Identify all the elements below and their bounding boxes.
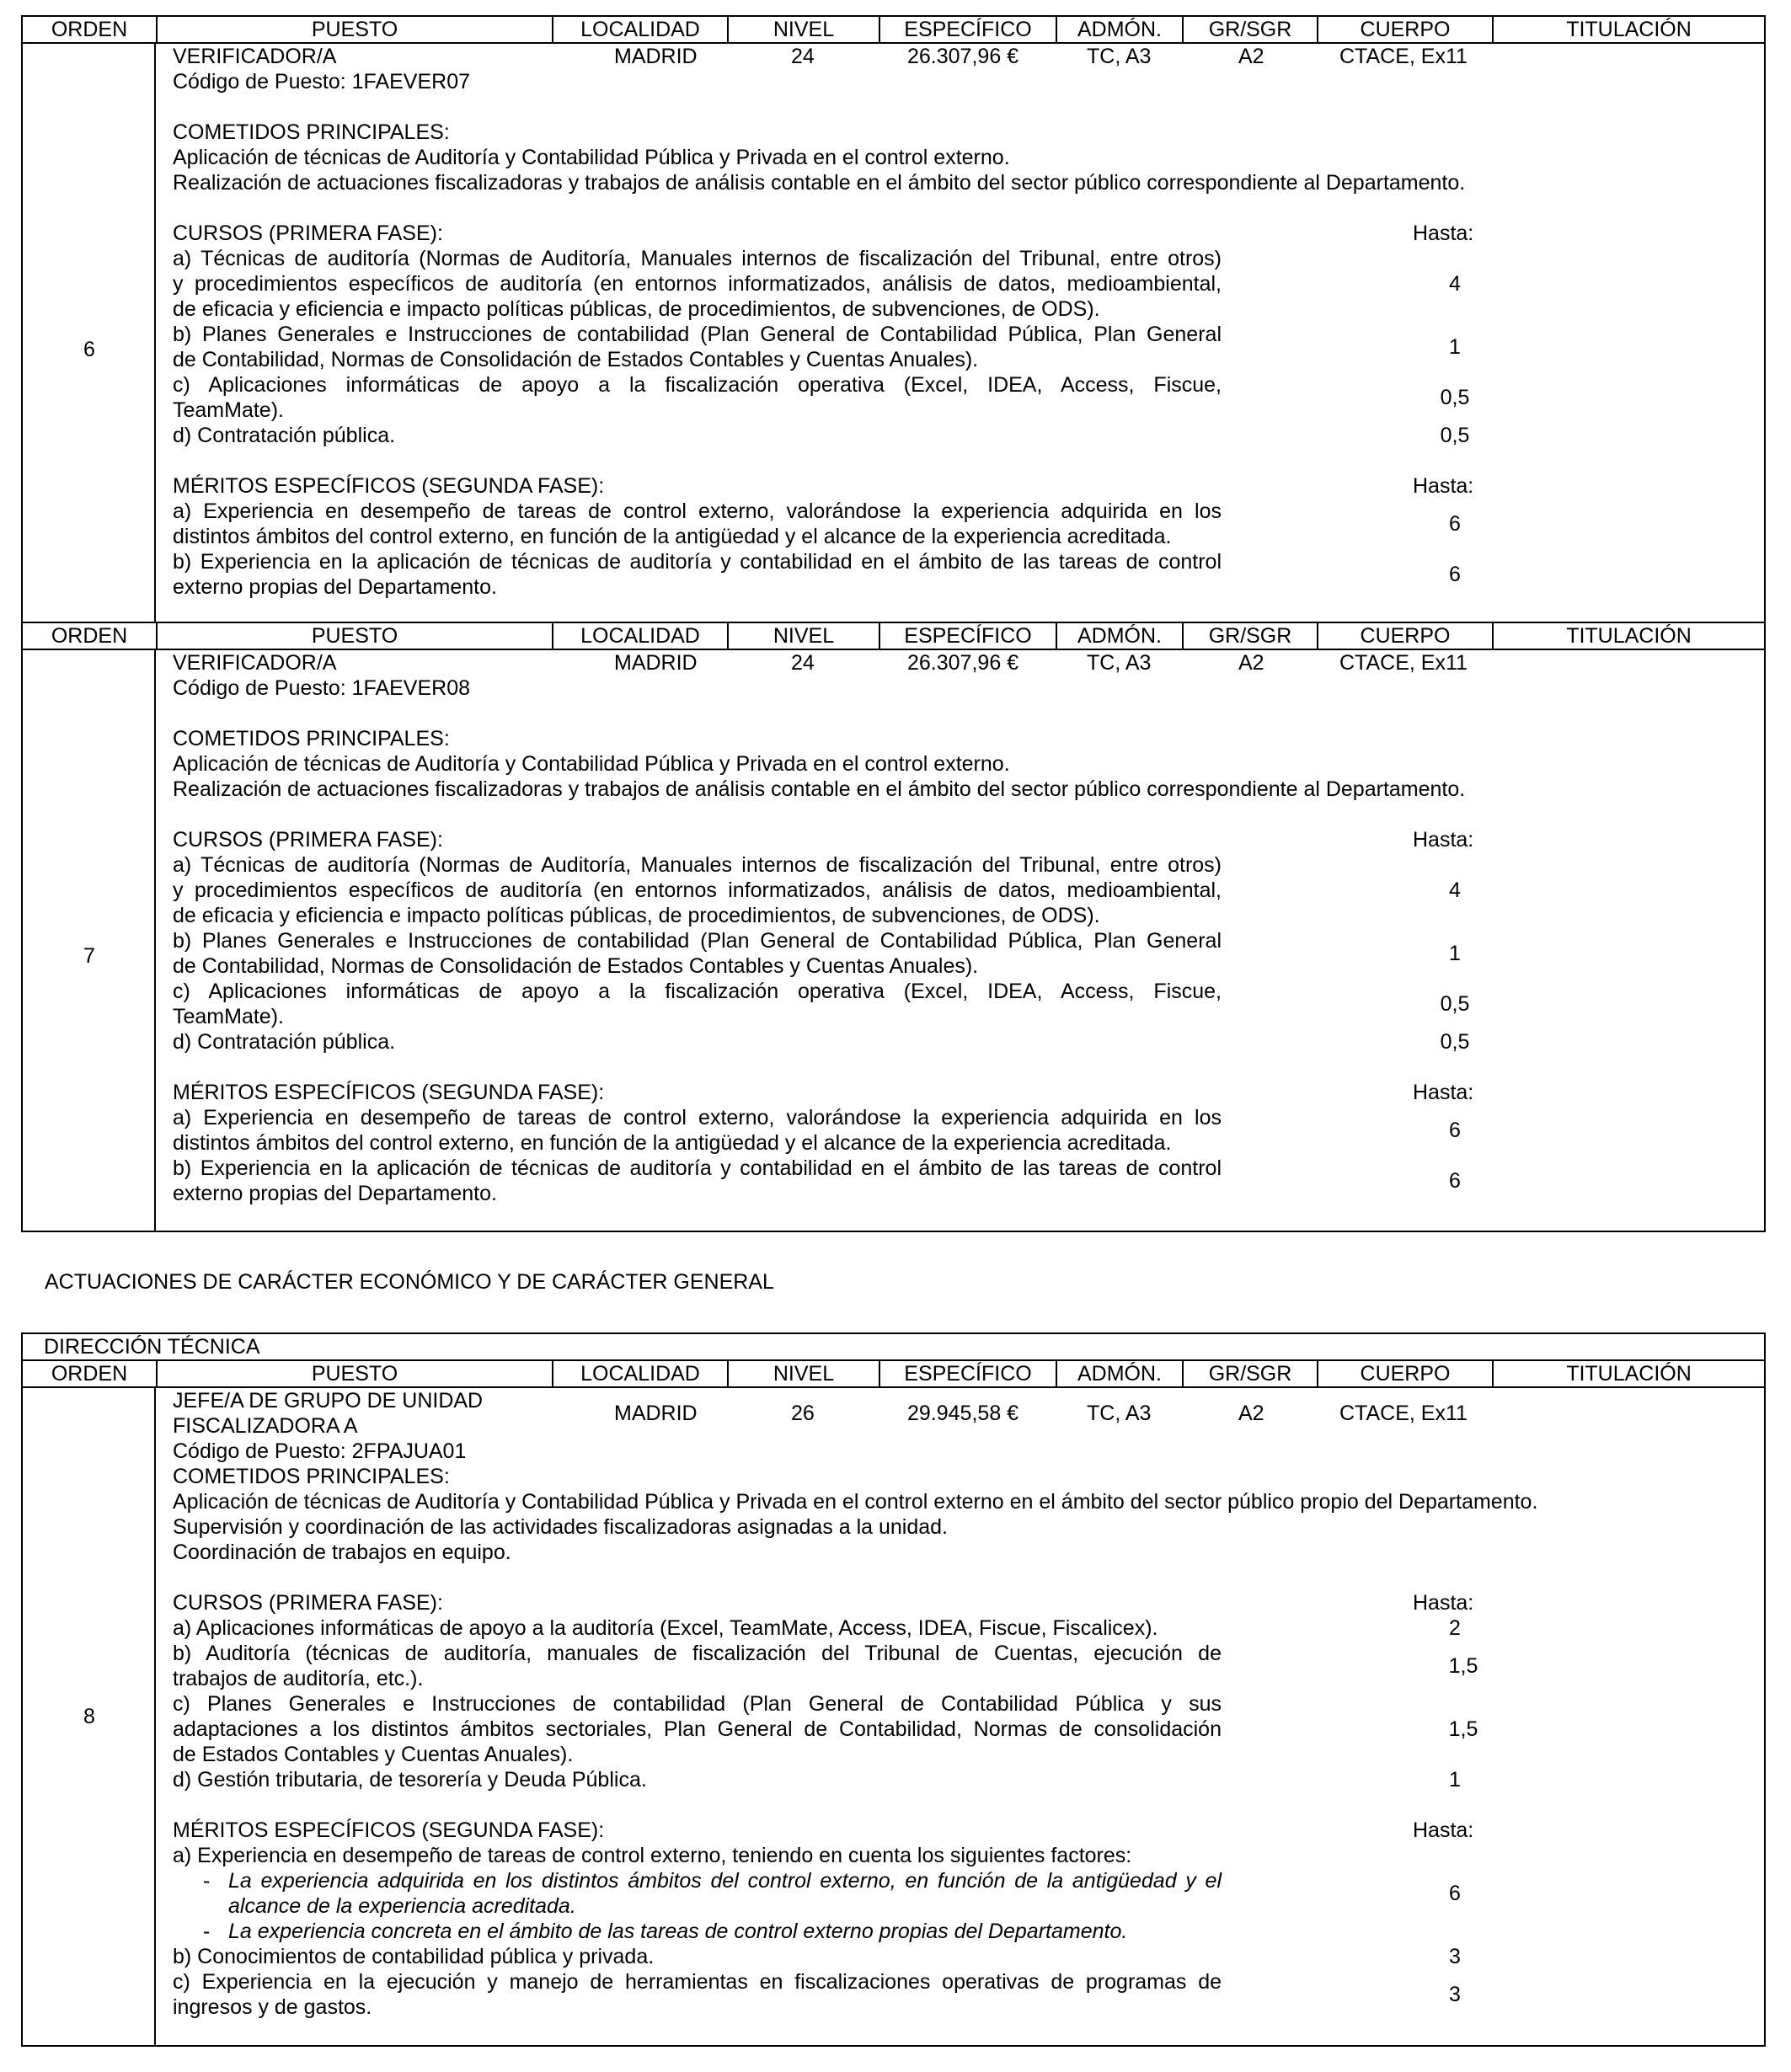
curso-value: 1,5: [1448, 1654, 1478, 1678]
curso-item-b: [173, 322, 1222, 372]
merito-item-a: [173, 1105, 1222, 1156]
curso-item-a: [173, 246, 1222, 322]
header-gr: GR/SGR: [1182, 17, 1317, 42]
cursos-title: CURSOS (PRIMERA FASE):: [173, 828, 443, 852]
curso-value: 4: [1449, 878, 1461, 902]
curso-item-c: [173, 1691, 1222, 1767]
puesto-name: JEFE/A DE GRUPO DE UNIDAD: [173, 1389, 484, 1412]
header-cuerpo: CUERPO: [1317, 17, 1492, 42]
puesto-code: Código de Puesto: 1FAEVER08: [173, 676, 471, 700]
header-titulacion: TITULACIÓN: [1492, 17, 1764, 42]
admon-value: TC, A3: [1087, 45, 1152, 68]
text-line: c) Aplicaciones informáticas de apoyo a la fiscalización operativa (Excel, IDEA, Access, Fiscue,: [173, 980, 1222, 1003]
bullet-dash: -: [203, 1869, 211, 1893]
table-header: [23, 17, 1764, 44]
hasta-label: Hasta:: [1413, 222, 1474, 245]
text-line: alcance de la experiencia acreditada.: [228, 1894, 576, 1918]
merito-subitem: La experiencia concreta en el ámbito de las tareas de control externo propias del Departamento.: [228, 1920, 1128, 1943]
curso-item-d: d) Contratación pública.: [173, 424, 396, 447]
text-line: a) Técnicas de auditoría (Normas de Auditoría, Manuales internos de fiscalización del Tribunal, entre otros): [173, 853, 1222, 877]
header-cuerpo: CUERPO: [1317, 623, 1492, 649]
position-body: [23, 1388, 1764, 2045]
orden-number: 8: [83, 1705, 95, 1728]
text-line: ingresos y de gastos.: [173, 1995, 372, 2019]
localidad-value: MADRID: [614, 651, 698, 675]
curso-item-d: d) Gestión tributaria, de tesorería y Deuda Pública.: [173, 1768, 647, 1792]
header-titulacion: TITULACIÓN: [1492, 1361, 1764, 1386]
text-line: c) Planes Generales e Instrucciones de contabilidad (Plan General de Contabilidad Pública y sus: [173, 1692, 1222, 1716]
header-orden: ORDEN: [51, 18, 128, 41]
curso-value: 1,5: [1448, 1717, 1478, 1741]
curso-value: 1: [1449, 335, 1461, 359]
cuerpo-value: CTACE, Ex11: [1339, 45, 1468, 68]
curso-value: 1: [1449, 1768, 1461, 1792]
text-line: a) Experiencia en desempeño de tareas de control externo, valorándose la experiencia adquirida en los: [173, 499, 1222, 523]
cometido-line: Supervisión y coordinación de las actividades fiscalizadoras asignadas a la unidad.: [173, 1515, 948, 1539]
position-body: [23, 650, 1764, 1232]
nivel-value: 24: [791, 45, 815, 68]
text-line: externo propias del Departamento.: [173, 575, 497, 599]
hasta-label: Hasta:: [1413, 1818, 1474, 1842]
merito-item-b: [173, 549, 1222, 600]
especifico-value: 29.945,58 €: [907, 1402, 1019, 1425]
curso-value: 0,5: [1440, 386, 1470, 409]
merito-value: 6: [1449, 512, 1461, 536]
cuerpo-value: CTACE, Ex11: [1339, 1402, 1468, 1425]
position-table-6: [21, 15, 1766, 623]
curso-item-b: [173, 928, 1222, 979]
localidad-value: MADRID: [614, 1402, 698, 1425]
table-header: [23, 623, 1764, 650]
curso-item-c: [173, 979, 1222, 1029]
header-puesto: PUESTO: [156, 1361, 552, 1386]
curso-value: 1: [1449, 942, 1461, 965]
orden-column: [23, 650, 156, 1232]
position-table-8: [21, 1332, 1766, 2047]
text-line: de Contabilidad, Normas de Consolidación de Estados Contables y Cuentas Anuales).: [173, 954, 979, 978]
text-line: distintos ámbitos del control externo, en función de la antigüedad y el alcance de la experiencia acreditada.: [173, 1131, 1172, 1155]
orden-number: 7: [83, 944, 95, 968]
header-orden: ORDEN: [51, 1362, 128, 1386]
cometidos-title: COMETIDOS PRINCIPALES:: [173, 1465, 450, 1488]
text-line: de Contabilidad, Normas de Consolidación de Estados Contables y Cuentas Anuales).: [173, 348, 979, 371]
merito-value: 6: [1449, 1119, 1461, 1142]
merito-subitem: [228, 1868, 1222, 1919]
cometidos-title: COMETIDOS PRINCIPALES:: [173, 120, 450, 144]
section-row: DIRECCIÓN TÉCNICA: [23, 1334, 1764, 1361]
admon-value: TC, A3: [1087, 1402, 1152, 1425]
text-line: a) Técnicas de auditoría (Normas de Auditoría, Manuales internos de fiscalización del Tribunal, entre otros): [173, 247, 1222, 270]
header-cuerpo: CUERPO: [1317, 1361, 1492, 1386]
section-title: ACTUACIONES DE CARÁCTER ECONÓMICO Y DE CARÁCTER GENERAL: [45, 1270, 774, 1294]
text-line: La experiencia adquirida en los distintos ámbitos del control externo, en función de la antigüedad y el: [228, 1869, 1222, 1893]
hasta-label: Hasta:: [1413, 1081, 1474, 1104]
header-orden: ORDEN: [51, 624, 128, 648]
curso-value: 2: [1449, 1616, 1461, 1640]
table-header: [23, 1361, 1764, 1388]
header-localidad: LOCALIDAD: [552, 17, 727, 42]
position-table-7: [21, 622, 1766, 1232]
text-line: distintos ámbitos del control externo, en función de la antigüedad y el alcance de la experiencia acreditada.: [173, 525, 1172, 548]
header-admon: ADMÓN.: [1056, 623, 1182, 649]
gr-value: A2: [1238, 1402, 1264, 1425]
hasta-label: Hasta:: [1413, 1591, 1474, 1615]
hasta-label: Hasta:: [1413, 474, 1474, 498]
puesto-name: VERIFICADOR/A: [173, 651, 337, 675]
cometidos-title: COMETIDOS PRINCIPALES:: [173, 727, 450, 750]
text-line: de eficacia y eficiencia e impacto políticas públicas, de procedimientos, de subvenciones, de ODS).: [173, 297, 1100, 321]
orden-number: 6: [83, 338, 95, 361]
curso-item-b: [173, 1641, 1222, 1691]
header-puesto: PUESTO: [156, 17, 552, 42]
curso-item-c: [173, 372, 1222, 423]
merito-item-b: b) Conocimientos de contabilidad pública y privada.: [173, 1945, 655, 1968]
text-line: de Estados Contables y Cuentas Anuales).: [173, 1743, 574, 1766]
header-nivel: NIVEL: [727, 623, 879, 649]
especifico-value: 26.307,96 €: [907, 45, 1019, 68]
merito-value: 3: [1449, 1945, 1461, 1968]
merito-item-a: a) Experiencia en desempeño de tareas de control externo, teniendo en cuenta los siguientes factores:: [173, 1844, 1132, 1867]
text-line: de eficacia y eficiencia e impacto políticas públicas, de procedimientos, de subvenciones, de ODS).: [173, 904, 1100, 927]
cometido-line: Realización de actuaciones fiscalizadoras y trabajos de análisis contable en el ámbito del sector público correspondiente al Departamento.: [173, 777, 1466, 801]
header-admon: ADMÓN.: [1056, 17, 1182, 42]
gr-value: A2: [1238, 651, 1264, 675]
header-puesto: PUESTO: [156, 623, 552, 649]
text-line: b) Experiencia en la aplicación de técnicas de auditoría y contabilidad en el ámbito de las tareas de control: [173, 1156, 1222, 1180]
text-line: TeamMate).: [173, 398, 284, 422]
text-line: externo propias del Departamento.: [173, 1182, 497, 1205]
text-line: y procedimientos específicos de auditoría (en entornos informatizados, análisis de datos, medioambiental,: [173, 272, 1222, 296]
nivel-value: 24: [791, 651, 815, 675]
text-line: y procedimientos específicos de auditoría (en entornos informatizados, análisis de datos, medioambiental,: [173, 878, 1222, 902]
header-titulacion: TITULACIÓN: [1492, 623, 1764, 649]
cometido-line: Realización de actuaciones fiscalizadoras y trabajos de análisis contable en el ámbito del sector público correspondiente al Departamento.: [173, 171, 1466, 195]
hasta-label: Hasta:: [1413, 828, 1474, 852]
cometido-line: Aplicación de técnicas de Auditoría y Contabilidad Pública y Privada en el control externo en el ámbito del sector público propio del Departamento.: [173, 1490, 1538, 1514]
text-line: b) Experiencia en la aplicación de técnicas de auditoría y contabilidad en el ámbito de las tareas de control: [173, 550, 1222, 574]
gr-value: A2: [1238, 45, 1264, 68]
puesto-code: Código de Puesto: 1FAEVER07: [173, 70, 471, 93]
merito-item-c: [173, 1969, 1222, 2020]
text-line: b) Planes Generales e Instrucciones de contabilidad (Plan General de Contabilidad Pública, Plan General: [173, 929, 1222, 953]
merito-value: 6: [1449, 1882, 1461, 1905]
puesto-name: FISCALIZADORA A: [173, 1414, 358, 1438]
curso-value: 0,5: [1440, 1030, 1470, 1054]
puesto-name: VERIFICADOR/A: [173, 45, 337, 68]
text-line: b) Auditoría (técnicas de auditoría, manuales de fiscalización del Tribunal de Cuentas, ejecución de: [173, 1642, 1222, 1665]
merito-value: 6: [1449, 563, 1461, 586]
puesto-code: Código de Puesto: 2FPAJUA01: [173, 1439, 467, 1463]
orden-column: [23, 44, 156, 623]
merito-item-b: [173, 1156, 1222, 1206]
cometido-line: Aplicación de técnicas de Auditoría y Contabilidad Pública y Privada en el control externo.: [173, 752, 1010, 776]
cuerpo-value: CTACE, Ex11: [1339, 651, 1468, 675]
merito-value: 6: [1449, 1169, 1461, 1193]
meritos-title: MÉRITOS ESPECÍFICOS (SEGUNDA FASE):: [173, 474, 605, 498]
curso-value: 4: [1449, 272, 1461, 296]
nivel-value: 26: [791, 1402, 815, 1425]
curso-item-a: a) Aplicaciones informáticas de apoyo a la auditoría (Excel, TeamMate, Access, IDEA, Fiscue, Fiscalicex).: [173, 1616, 1158, 1640]
header-localidad: LOCALIDAD: [552, 623, 727, 649]
header-gr: GR/SGR: [1182, 623, 1317, 649]
text-line: c) Experiencia en la ejecución y manejo de herramientas en fiscalizaciones operativas de programas de: [173, 1970, 1222, 1994]
text-line: c) Aplicaciones informáticas de apoyo a la fiscalización operativa (Excel, IDEA, Access, Fiscue,: [173, 373, 1222, 397]
cometido-line: Aplicación de técnicas de Auditoría y Contabilidad Pública y Privada en el control externo.: [173, 146, 1010, 169]
cursos-title: CURSOS (PRIMERA FASE):: [173, 222, 443, 245]
header-localidad: LOCALIDAD: [552, 1361, 727, 1386]
header-especifico: ESPECÍFICO: [879, 1361, 1056, 1386]
admon-value: TC, A3: [1087, 651, 1152, 675]
text-line: trabajos de auditoría, etc.).: [173, 1667, 424, 1690]
header-especifico: ESPECÍFICO: [879, 17, 1056, 42]
text-line: a) Experiencia en desempeño de tareas de control externo, valorándose la experiencia adquirida en los: [173, 1106, 1222, 1129]
cursos-title: CURSOS (PRIMERA FASE):: [173, 1591, 443, 1615]
meritos-title: MÉRITOS ESPECÍFICOS (SEGUNDA FASE):: [173, 1818, 605, 1842]
curso-value: 0,5: [1440, 992, 1470, 1016]
text-line: adaptaciones a los distintos ámbitos sectoriales, Plan General de Contabilidad, Normas de consolidación: [173, 1717, 1222, 1741]
header-nivel: NIVEL: [727, 17, 879, 42]
bullet-dash: -: [203, 1920, 211, 1943]
curso-value: 0,5: [1440, 424, 1470, 447]
curso-item-a: [173, 852, 1222, 928]
header-nivel: NIVEL: [727, 1361, 879, 1386]
merito-value: 3: [1449, 1983, 1461, 2006]
curso-item-d: d) Contratación pública.: [173, 1030, 396, 1054]
text-line: TeamMate).: [173, 1005, 284, 1028]
especifico-value: 26.307,96 €: [907, 651, 1019, 675]
header-especifico: ESPECÍFICO: [879, 623, 1056, 649]
cometido-line: Coordinación de trabajos en equipo.: [173, 1541, 511, 1564]
text-line: b) Planes Generales e Instrucciones de contabilidad (Plan General de Contabilidad Pública, Plan General: [173, 323, 1222, 346]
merito-item-a: [173, 499, 1222, 549]
header-gr: GR/SGR: [1182, 1361, 1317, 1386]
position-body: [23, 44, 1764, 623]
meritos-title: MÉRITOS ESPECÍFICOS (SEGUNDA FASE):: [173, 1081, 605, 1104]
localidad-value: MADRID: [614, 45, 698, 68]
header-admon: ADMÓN.: [1056, 1361, 1182, 1386]
